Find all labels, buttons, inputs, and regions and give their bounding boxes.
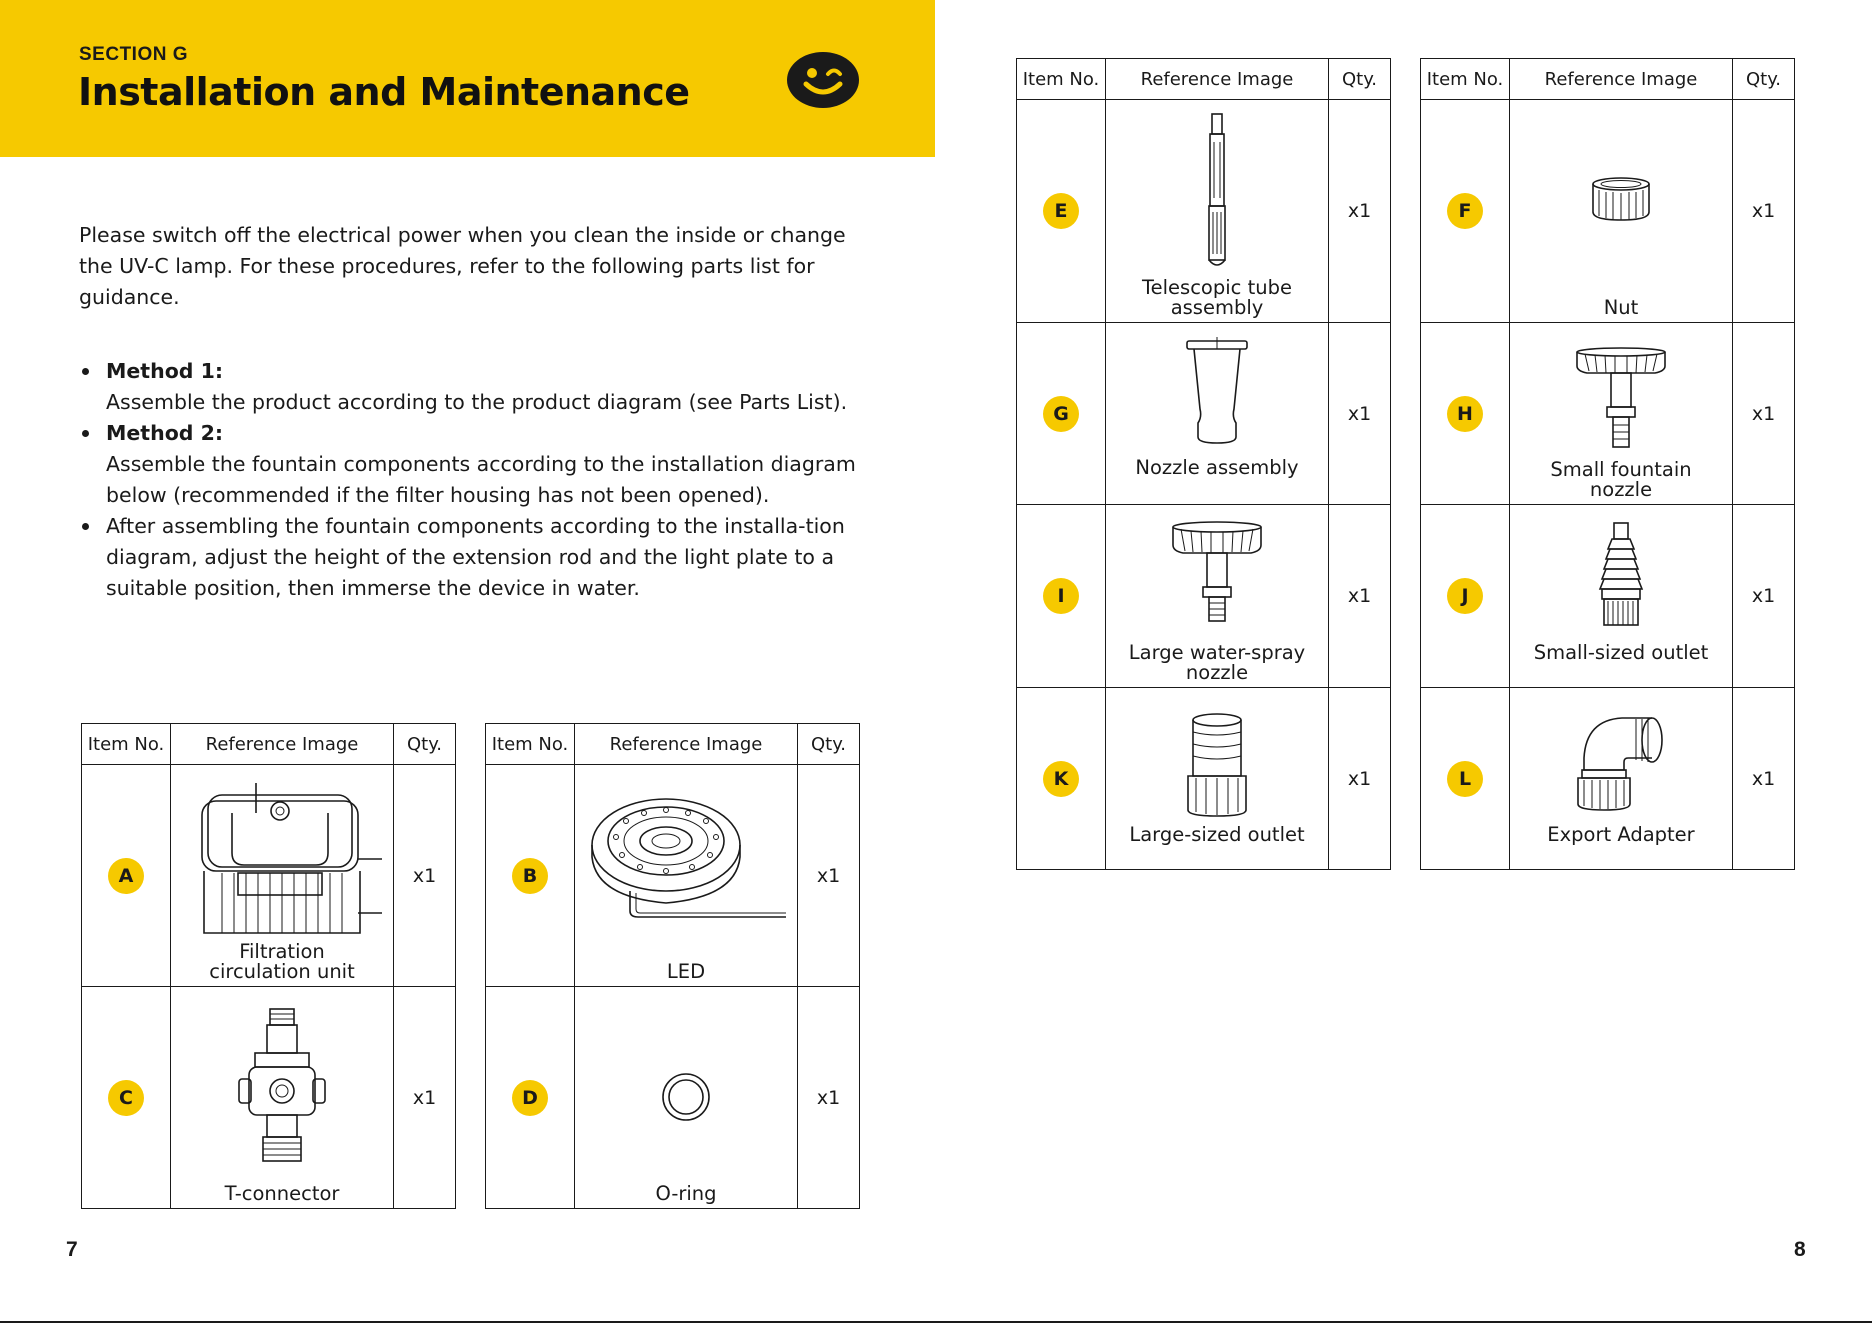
qty-value: x1: [1329, 688, 1391, 870]
col-reference-image: Reference Image: [1106, 59, 1329, 100]
table-row: [1017, 688, 1391, 870]
bullet-text: After assembling the fountain components according to the installa-tion diagram, adjust the height of the extension rod and the light plate to a suitable position, then immerse the device in water.: [106, 514, 845, 600]
col-reference-image: Reference Image: [1510, 59, 1733, 100]
qty-value: x1: [1329, 323, 1391, 505]
intro-paragraph: Please switch off the electrical power when you clean the inside or change the UV-C lamp. For these procedures, refer to the following parts list for guidance.: [79, 223, 846, 309]
part-caption: Filtration circulation unit: [209, 940, 355, 983]
qty-value: x1: [798, 765, 860, 987]
part-caption: Nut: [1603, 296, 1639, 319]
part-caption: Telescopic tube assembly: [1142, 276, 1292, 319]
col-qty: Qty.: [1733, 59, 1795, 100]
col-reference-image: Reference Image: [575, 724, 798, 765]
part-caption: Large-sized outlet: [1129, 823, 1305, 846]
page-title: Installation and Maintenance: [78, 70, 690, 114]
col-qty: Qty.: [798, 724, 860, 765]
section-label: SECTION G: [79, 44, 189, 65]
part-caption: Small-sized outlet: [1533, 641, 1709, 664]
item-badge-i: I: [1043, 578, 1079, 614]
small-fountain-nozzle-image: [1571, 347, 1671, 452]
item-badge-l: L: [1447, 761, 1483, 797]
o-ring-image: [656, 1067, 716, 1127]
item-badge-f: F: [1447, 193, 1483, 229]
nozzle-assembly-image: [1182, 337, 1252, 447]
part-caption: Large water-spray nozzle: [1128, 641, 1306, 684]
bullet-text: Assemble the fountain components according to the installation diagram below (recommended if the filter housing has not been opened).: [106, 452, 856, 507]
parts-table-1: [81, 723, 456, 1209]
qty-value: x1: [394, 765, 456, 987]
t-connector-image: [237, 1007, 327, 1167]
page-number-right: 8: [1794, 1238, 1806, 1261]
bullet-heading: Method 2:: [106, 421, 224, 445]
qty-value: x1: [1329, 505, 1391, 688]
large-spray-nozzle-image: [1167, 521, 1267, 626]
qty-value: x1: [1733, 688, 1795, 870]
item-badge-b: B: [512, 858, 548, 894]
qty-value: x1: [1733, 505, 1795, 688]
qty-value: x1: [1329, 100, 1391, 323]
col-item-no: Item No.: [82, 724, 171, 765]
table-row: [1017, 100, 1391, 323]
export-adapter-image: [1566, 714, 1676, 814]
qty-value: x1: [1733, 100, 1795, 323]
col-qty: Qty.: [394, 724, 456, 765]
item-badge-d: D: [512, 1080, 548, 1116]
table-row: [1421, 100, 1795, 323]
parts-table-2: [485, 723, 860, 1209]
table-row: [486, 765, 860, 987]
part-caption: Nozzle assembly: [1135, 456, 1299, 479]
list-item: [79, 356, 859, 418]
col-item-no: Item No.: [1421, 59, 1510, 100]
qty-value: x1: [1733, 323, 1795, 505]
item-badge-a: A: [108, 858, 144, 894]
bullet-text: Assemble the product according to the product diagram (see Parts List).: [106, 390, 848, 414]
list-item: [79, 511, 859, 604]
list-item: [79, 418, 859, 511]
table-row: [1421, 688, 1795, 870]
col-item-no: Item No.: [1017, 59, 1106, 100]
page-number-left: 7: [66, 1238, 78, 1261]
parts-table-4: [1420, 58, 1795, 870]
col-qty: Qty.: [1329, 59, 1391, 100]
table-row: [82, 987, 456, 1209]
bullet-heading: Method 1:: [106, 359, 224, 383]
part-caption: Small fountain nozzle: [1550, 458, 1692, 501]
table-row: [1421, 323, 1795, 505]
bottom-divider: [0, 1321, 1872, 1323]
col-reference-image: Reference Image: [171, 724, 394, 765]
item-badge-g: G: [1043, 396, 1079, 432]
nut-image: [1589, 176, 1653, 222]
small-outlet-image: [1596, 521, 1646, 631]
part-caption: LED: [666, 960, 706, 983]
parts-table-3: [1016, 58, 1391, 870]
table-row: [82, 765, 456, 987]
item-badge-e: E: [1043, 193, 1079, 229]
part-caption: Export Adapter: [1547, 823, 1695, 846]
smiley-wink-icon: [786, 51, 860, 109]
table-row: [486, 987, 860, 1209]
item-badge-j: J: [1447, 578, 1483, 614]
col-item-no: Item No.: [486, 724, 575, 765]
qty-value: x1: [798, 987, 860, 1209]
qty-value: x1: [394, 987, 456, 1209]
large-outlet-image: [1182, 712, 1252, 817]
table-row: [1421, 505, 1795, 688]
part-caption: T-connector: [224, 1182, 340, 1205]
part-caption: O-ring: [655, 1182, 717, 1205]
item-badge-h: H: [1447, 396, 1483, 432]
table-row: [1017, 323, 1391, 505]
instruction-list: [79, 356, 859, 604]
filtration-unit-image: [182, 773, 382, 938]
telescopic-tube-image: [1202, 112, 1232, 272]
item-badge-c: C: [108, 1080, 144, 1116]
led-light-image: [586, 787, 786, 937]
item-badge-k: K: [1043, 761, 1079, 797]
table-row: [1017, 505, 1391, 688]
